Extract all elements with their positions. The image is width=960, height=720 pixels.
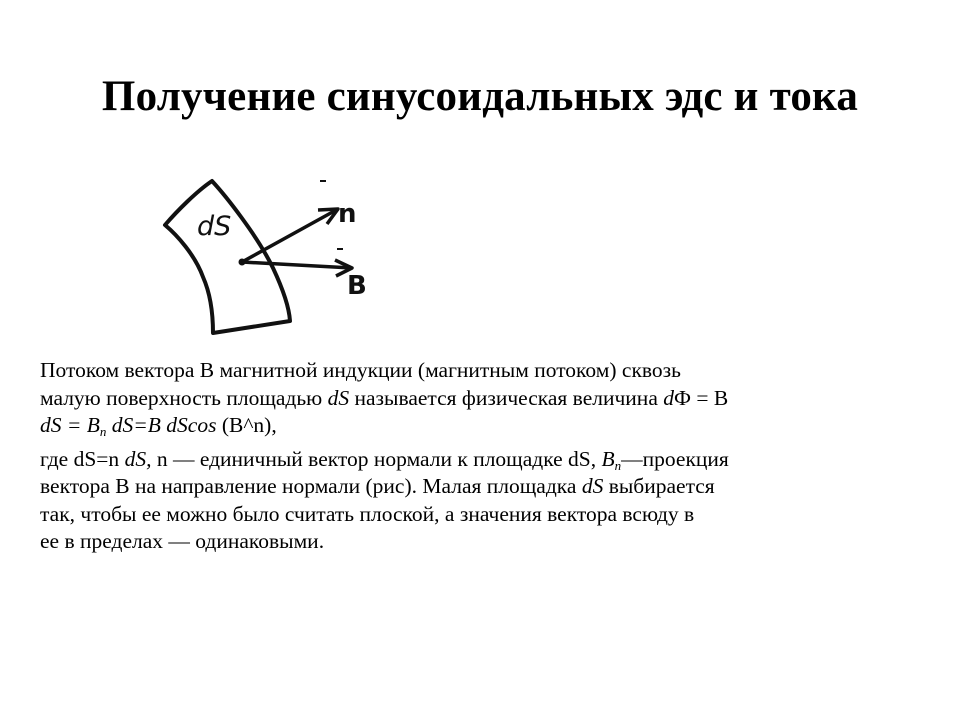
text-subscript: n	[614, 457, 622, 473]
text-fragment: d	[663, 385, 674, 410]
flux-diagram-drawing	[155, 165, 395, 355]
text-fragment: называется физическая величина	[349, 385, 664, 410]
flux-diagram	[155, 165, 395, 355]
text-fragment: где dS=n	[40, 446, 125, 471]
surface-patch	[165, 181, 290, 333]
text-line: Потоком вектора В магнитной индукции (магнитным потоком) сквозь	[40, 358, 681, 382]
text-fragment: dS	[327, 385, 350, 410]
text-fragment: Ф = В	[673, 385, 729, 410]
slide-title: Получение синусоидальных эдс и тока	[101, 73, 859, 120]
text-fragment: B	[601, 446, 615, 471]
text-fragment: вектора В на направление нормали (рис). Малая площадка	[40, 474, 582, 498]
formula-fragment: (В^n),	[216, 413, 277, 437]
body-text	[40, 357, 930, 556]
normal-label: n	[338, 199, 357, 229]
text-line: так, чтобы ее можно было считать плоской, а значения вектора всюду в	[40, 501, 695, 526]
text-fragment: малую поверхность площадью	[40, 385, 328, 410]
text-line: ее в пределах — одинаковыми.	[40, 529, 325, 553]
surface-label: dS	[197, 211, 232, 242]
text-fragment: dS,	[124, 446, 152, 471]
paragraph-explanation	[40, 446, 930, 556]
field-vector-line	[242, 262, 352, 268]
formula-fragment: dS=B dScos	[106, 413, 217, 437]
formula-fragment: dS = B	[40, 413, 100, 437]
formula-subscript: n	[99, 424, 107, 439]
text-fragment: выбирается	[603, 474, 715, 498]
field-label: B	[347, 271, 367, 301]
paragraph-definition	[40, 357, 930, 440]
text-fragment: n — единичный вектор нормали к площадке dS,	[151, 446, 602, 471]
text-fragment: —проекция	[621, 446, 729, 471]
text-fragment: dS	[581, 474, 604, 498]
